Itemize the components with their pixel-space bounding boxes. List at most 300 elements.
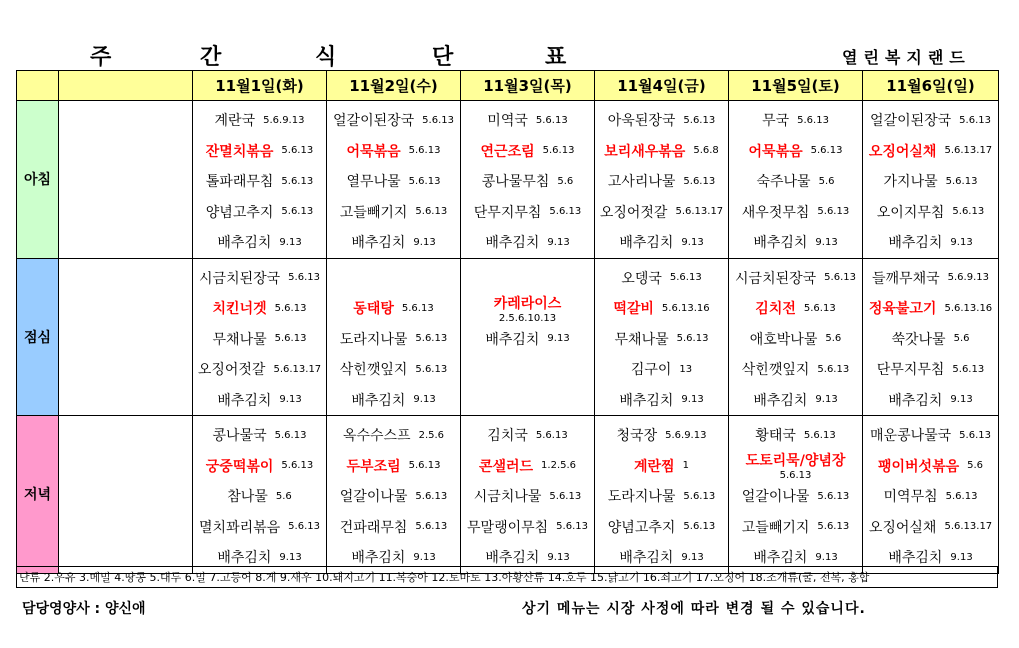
- dish-name: 연근조림: [480, 143, 535, 160]
- dish-name: 오징어젓갈: [599, 204, 668, 221]
- allergen-codes: 5.6.13: [415, 206, 448, 218]
- dish-name: 두부조림: [346, 458, 401, 475]
- dish-name: 김구이: [630, 362, 672, 379]
- dish-name: 멸치꽈리볶음: [199, 519, 281, 536]
- allergen-codes: 9.13: [547, 236, 570, 248]
- dish-name: 배추김치: [217, 392, 272, 409]
- allergen-codes: 5.6: [953, 333, 970, 345]
- day-header: 11월4일(금): [595, 71, 729, 101]
- dish-name: 단무지무침: [876, 362, 945, 379]
- dish-name: 잔멸치볶음: [205, 143, 274, 160]
- dish-name: 배추김치: [217, 235, 272, 252]
- allergen-codes: 5.6.13: [422, 114, 454, 126]
- menu-item: [327, 263, 460, 294]
- dish-name: 콩나물국: [212, 428, 267, 445]
- allergen-codes: 5.6.13: [669, 272, 702, 284]
- dish-name: 배추김치: [485, 235, 540, 252]
- allergen-codes: 5.6.13.16: [661, 302, 710, 314]
- dish-name: 계란국: [214, 113, 256, 130]
- dish-name: 배추김치: [753, 392, 808, 409]
- allergen-codes: 9.13: [413, 394, 436, 406]
- blank-cell: [59, 416, 193, 574]
- allergen-codes: 5.6.13: [952, 363, 985, 375]
- menu-item: [327, 354, 460, 385]
- allergen-codes: 5.6.13: [556, 521, 588, 533]
- menu-item: [193, 263, 326, 294]
- allergen-codes: 5.6.9.13: [263, 114, 305, 126]
- meal-row-dinner: [17, 416, 999, 574]
- dish-name: 배추김치: [619, 392, 674, 409]
- allergen-codes: 5.6.13.17: [944, 145, 993, 157]
- meal-label: 아침: [17, 101, 59, 259]
- menu-item: [327, 512, 460, 543]
- allergen-codes: 5.6.13: [959, 114, 991, 126]
- dish-name: 도라지나물: [607, 489, 676, 506]
- dish-name: 오징어실채: [868, 519, 937, 536]
- meal-row-lunch: [17, 258, 999, 416]
- allergen-codes: 5.6.13: [683, 490, 716, 502]
- day-header: 11월2일(수): [327, 71, 461, 101]
- dish-name: 톨파래무침: [205, 174, 274, 191]
- menu-item: [193, 420, 326, 451]
- dish-name: 도토리묵/양념장: [745, 453, 846, 470]
- dish-name: 얼갈이된장국: [333, 113, 415, 130]
- menu-item: [729, 420, 862, 451]
- dish-name: 건파래무침: [339, 519, 408, 536]
- menu-item: [327, 227, 460, 258]
- allergen-codes: 9.13: [413, 236, 436, 248]
- allergen-codes: 5.6.13: [274, 333, 307, 345]
- menu-cell: [461, 416, 595, 574]
- dish-name: 미역무침: [883, 489, 938, 506]
- allergen-codes: 5.6.13: [281, 460, 314, 472]
- allergen-codes: 9.13: [681, 394, 704, 406]
- menu-item: [863, 136, 998, 167]
- dish-name: 배추김치: [619, 550, 674, 567]
- menu-item: [729, 166, 862, 197]
- menu-item: [863, 385, 998, 416]
- menu-item: [193, 481, 326, 512]
- dish-name: 배추김치: [351, 235, 406, 252]
- menu-item: [729, 263, 862, 294]
- menu-item: [193, 166, 326, 197]
- allergen-codes: 9.13: [547, 551, 570, 563]
- allergen-codes: 5.6.13.17: [944, 521, 993, 533]
- dish-name: 배추김치: [888, 550, 943, 567]
- dish-name: 들깨무채국: [872, 270, 940, 287]
- allergen-codes: 5.6.13: [281, 145, 314, 157]
- allergen-codes: 5.6: [825, 333, 842, 345]
- menu-item: [461, 385, 594, 416]
- menu-item: [729, 105, 862, 136]
- menu-item: [461, 263, 594, 294]
- menu-item-list: [729, 416, 862, 573]
- menu-item: [863, 293, 998, 324]
- menu-item: [461, 197, 594, 228]
- menu-item-list: [461, 259, 594, 416]
- allergen-codes: 5.6.13: [683, 521, 716, 533]
- title-char: 단: [432, 45, 454, 70]
- menu-item: [729, 481, 862, 512]
- menu-item: [193, 512, 326, 543]
- allergen-codes: 9.13: [681, 236, 704, 248]
- allergen-codes: 9.13: [681, 551, 704, 563]
- menu-item: [461, 227, 594, 258]
- allergen-codes: 9.13: [815, 551, 838, 563]
- dish-name: 매운콩나물국: [870, 428, 952, 445]
- menu-item: [461, 354, 594, 385]
- dish-name: 시금치된장국: [199, 270, 281, 287]
- allergen-codes: 5.6.13: [803, 429, 836, 441]
- allergen-codes: 5.6.13: [415, 521, 448, 533]
- menu-item-list: [863, 101, 998, 258]
- menu-item: [193, 324, 326, 355]
- menu-item: [863, 512, 998, 543]
- menu-item-list: [327, 101, 460, 258]
- menu-item: [729, 197, 862, 228]
- menu-item: [863, 324, 998, 355]
- allergen-codes: 5.6.13: [549, 490, 582, 502]
- allergen-codes: 5.6.13: [817, 490, 850, 502]
- menu-item: [461, 481, 594, 512]
- dish-name: 무말랭이무침: [467, 519, 549, 536]
- header-corner: [17, 71, 59, 101]
- menu-item: [193, 227, 326, 258]
- dish-name: 떡갈비: [613, 301, 654, 318]
- allergen-codes: 5.6.13: [542, 145, 575, 157]
- menu-item: [193, 136, 326, 167]
- menu-cell: [729, 101, 863, 259]
- menu-item: [863, 354, 998, 385]
- menu-cell: [327, 101, 461, 259]
- menu-item-list: [327, 259, 460, 416]
- menu-item: [595, 136, 728, 167]
- menu-item: [729, 324, 862, 355]
- allergen-codes: 5.6.13: [779, 470, 812, 481]
- dish-name: 배추김치: [753, 235, 808, 252]
- allergen-codes: 5.6.13: [408, 175, 441, 187]
- dish-name: 청국장: [616, 428, 658, 445]
- allergy-legend: 난류 2.우유 3.메밀 4.땅콩 5.대두 6.밀 7.고등어 8.게 9.새우 10.돼지고기 11.복숭아 12.토마토 13.아황산류 14.호두 15.닭고기 16.쇠고기 17.오징어 18.조개류(굴, 전복, 홍합: [16, 566, 998, 588]
- dish-name: 애호박나물: [749, 331, 818, 348]
- allergen-codes: 9.13: [950, 551, 973, 563]
- allergen-codes: 9.13: [279, 551, 302, 563]
- dish-name: 얼갈이나물: [339, 489, 408, 506]
- menu-item: [729, 451, 862, 482]
- menu-item: [729, 136, 862, 167]
- menu-cell: [461, 101, 595, 259]
- dish-name: 김치전: [755, 301, 796, 318]
- dish-name: 콩나물무침: [481, 174, 550, 191]
- allergen-codes: 5.6: [818, 175, 835, 187]
- allergen-codes: 2.5.6: [418, 429, 445, 441]
- menu-item-list: [729, 101, 862, 258]
- menu-item: [595, 197, 728, 228]
- dish-name: 동태탕: [353, 301, 394, 318]
- allergen-codes: 5.6.9.13: [665, 429, 707, 441]
- dish-name: 배추김치: [485, 331, 540, 348]
- allergen-codes: 5.6.13: [817, 363, 850, 375]
- menu-item: [193, 354, 326, 385]
- menu-item: [327, 420, 460, 451]
- allergen-codes: 5.6.13: [274, 429, 307, 441]
- dish-name: 가지나물: [883, 174, 938, 191]
- menu-cell: [193, 101, 327, 259]
- menu-item: [461, 451, 594, 482]
- meal-label: 점심: [17, 258, 59, 416]
- meal-label: 저녁: [17, 416, 59, 574]
- dish-name: 양념고추지: [205, 204, 274, 221]
- allergen-codes: 5.6.13.17: [273, 363, 322, 375]
- menu-cell: [863, 101, 999, 259]
- allergen-codes: 5.6.13: [281, 175, 314, 187]
- allergen-codes: 1.2.5.6: [541, 460, 577, 472]
- allergen-codes: 5.6.8: [693, 145, 719, 157]
- dish-name: 아욱된장국: [607, 113, 676, 130]
- dish-name: 배추김치: [753, 550, 808, 567]
- allergen-codes: 5.6.13: [415, 363, 448, 375]
- allergen-codes: 5.6.13: [288, 272, 320, 284]
- menu-cell: [729, 258, 863, 416]
- menu-item: [327, 451, 460, 482]
- dish-name: 새우젓무침: [741, 204, 810, 221]
- allergen-codes: 5.6.13: [817, 206, 850, 218]
- dietitian-name: 담당영양사 : 양신애: [22, 601, 146, 617]
- menu-body: [17, 101, 999, 574]
- allergen-codes: 2.5.6.10.13: [498, 312, 557, 324]
- allergen-codes: 9.13: [815, 394, 838, 406]
- menu-cell: [863, 416, 999, 574]
- menu-item: [327, 166, 460, 197]
- menu-item: [863, 197, 998, 228]
- menu-item: [595, 385, 728, 416]
- header-blank: [59, 71, 193, 101]
- dish-name: 양념고추지: [607, 519, 676, 536]
- dish-name: 얼갈이된장국: [870, 113, 952, 130]
- dish-name: 고사리나물: [607, 174, 676, 191]
- menu-cell: [595, 416, 729, 574]
- menu-cell: [595, 258, 729, 416]
- allergen-codes: 5.6.13: [408, 460, 441, 472]
- allergen-codes: 5.6.13: [945, 175, 978, 187]
- menu-item: [595, 512, 728, 543]
- dish-name: 어묵볶음: [748, 143, 803, 160]
- menu-item: [327, 136, 460, 167]
- allergen-codes: 5.6.13: [415, 490, 448, 502]
- allergen-codes: 5.6.13: [817, 521, 850, 533]
- dish-name: 오이지무침: [876, 204, 945, 221]
- allergen-codes: 5.6.13: [281, 206, 314, 218]
- menu-cell: [595, 101, 729, 259]
- menu-item: [863, 451, 998, 482]
- menu-item: [193, 293, 326, 324]
- dish-name: 시금치나물: [473, 489, 542, 506]
- allergen-codes: 9.13: [279, 394, 302, 406]
- day-header: 11월3일(목): [461, 71, 595, 101]
- dish-name: 배추김치: [351, 392, 406, 409]
- menu-item: [461, 293, 594, 324]
- allergen-codes: 5.6.13.17: [675, 206, 724, 218]
- menu-item: [863, 263, 998, 294]
- allergen-codes: 5.6: [967, 460, 984, 472]
- menu-item-list: [863, 416, 998, 573]
- dish-name: 배추김치: [351, 550, 406, 567]
- menu-item: [327, 293, 460, 324]
- dish-name: 삭힌깻잎지: [339, 362, 408, 379]
- menu-cell: [193, 258, 327, 416]
- dish-name: 궁중떡볶이: [205, 458, 274, 475]
- dish-name: 배추김치: [888, 392, 943, 409]
- menu-item: [729, 385, 862, 416]
- menu-item-list: [595, 416, 728, 573]
- brand-name: 열린복지랜드: [842, 48, 971, 67]
- dish-name: 보리새우볶음: [604, 143, 686, 160]
- menu-item: [595, 105, 728, 136]
- menu-cell: [327, 416, 461, 574]
- dish-name: 고들빼기지: [339, 204, 408, 221]
- menu-item: [327, 105, 460, 136]
- allergen-codes: 5.6.13: [676, 333, 709, 345]
- menu-item: [193, 451, 326, 482]
- menu-item-list: [193, 259, 326, 416]
- menu-item: [595, 481, 728, 512]
- menu-item: [461, 324, 594, 355]
- menu-item: [595, 227, 728, 258]
- menu-item-list: [327, 416, 460, 573]
- allergen-codes: 9.13: [950, 394, 973, 406]
- dish-name: 미역국: [487, 113, 528, 130]
- menu-item: [461, 136, 594, 167]
- menu-item-list: [595, 259, 728, 416]
- menu-item: [595, 263, 728, 294]
- menu-item: [863, 481, 998, 512]
- menu-item-list: [461, 101, 594, 258]
- title-char: 표: [545, 45, 567, 70]
- menu-item: [193, 105, 326, 136]
- menu-item-list: [461, 416, 594, 573]
- allergen-codes: 5.6.13: [683, 114, 716, 126]
- dish-name: 카레라이스: [493, 295, 562, 312]
- menu-item: [729, 293, 862, 324]
- menu-item: [327, 197, 460, 228]
- dish-name: 열무나물: [346, 174, 401, 191]
- allergen-codes: 5.6.13: [401, 302, 434, 314]
- menu-table: [16, 70, 999, 574]
- day-header: 11월6일(일): [863, 71, 999, 101]
- menu-item: [863, 166, 998, 197]
- allergen-codes: 5.6.13: [803, 302, 836, 314]
- dish-name: 계란찜: [634, 458, 675, 475]
- dish-name: 배추김치: [485, 550, 540, 567]
- menu-item-list: [729, 259, 862, 416]
- dish-name: 오뎅국: [621, 270, 662, 287]
- menu-item: [461, 512, 594, 543]
- menu-item: [193, 385, 326, 416]
- dish-name: 오징어젓갈: [197, 362, 266, 379]
- allergen-codes: 5.6.13: [683, 175, 716, 187]
- menu-item: [595, 324, 728, 355]
- dish-name: 얼갈이나물: [741, 489, 810, 506]
- menu-item: [461, 105, 594, 136]
- allergen-codes: 5.6.13: [415, 333, 448, 345]
- blank-cell: [59, 258, 193, 416]
- menu-item: [461, 420, 594, 451]
- menu-item-list: [595, 101, 728, 258]
- menu-item: [327, 481, 460, 512]
- menu-item-list: [863, 259, 998, 416]
- menu-item: [327, 324, 460, 355]
- menu-item: [595, 451, 728, 482]
- menu-cell: [327, 258, 461, 416]
- menu-item-list: [193, 101, 326, 258]
- dish-name: 시금치된장국: [735, 270, 817, 287]
- dish-name: 팽이버섯볶음: [877, 458, 960, 475]
- dish-name: 참나물: [227, 489, 268, 506]
- menu-cell: [729, 416, 863, 574]
- allergen-codes: 5.6.13: [408, 145, 441, 157]
- title-char: 간: [200, 45, 222, 70]
- menu-item: [595, 420, 728, 451]
- allergen-codes: 5.6.13: [549, 206, 582, 218]
- dish-name: 무국: [762, 113, 790, 130]
- dish-name: 오징어실채: [868, 143, 937, 160]
- dish-name: 단무지무침: [473, 204, 542, 221]
- dish-name: 쑥갓나물: [891, 331, 946, 348]
- dish-name: 무채나물: [212, 331, 267, 348]
- menu-item: [595, 166, 728, 197]
- title-char: 주: [90, 45, 112, 70]
- allergen-codes: 5.6.13: [810, 145, 843, 157]
- allergen-codes: 5.6.9.13: [947, 272, 989, 284]
- menu-cell: [193, 416, 327, 574]
- dish-name: 정육불고기: [868, 301, 937, 318]
- day-header: 11월1일(화): [193, 71, 327, 101]
- dish-name: 무채나물: [614, 331, 669, 348]
- menu-item: [729, 354, 862, 385]
- dish-name: 배추김치: [217, 550, 272, 567]
- dish-name: 도라지나물: [339, 331, 408, 348]
- menu-item: [729, 227, 862, 258]
- dish-name: 옥수수스프: [342, 428, 411, 445]
- menu-item: [461, 166, 594, 197]
- menu-change-notice: 상기 메뉴는 시장 사정에 따라 변경 될 수 있습니다.: [522, 601, 866, 617]
- dish-name: 삭힌깻잎지: [741, 362, 810, 379]
- day-header: 11월5일(토): [729, 71, 863, 101]
- menu-item-list: [193, 416, 326, 573]
- allergen-codes: 5.6: [557, 175, 574, 187]
- dish-name: 김치국: [487, 428, 528, 445]
- allergen-codes: 9.13: [547, 333, 570, 345]
- menu-item: [327, 385, 460, 416]
- allergen-codes: 9.13: [279, 236, 302, 248]
- dish-name: 숙주나물: [756, 174, 811, 191]
- menu-item: [595, 354, 728, 385]
- menu-item: [863, 105, 998, 136]
- allergen-codes: 9.13: [815, 236, 838, 248]
- meal-row-breakfast: [17, 101, 999, 259]
- allergen-codes: 5.6.13: [288, 521, 320, 533]
- dish-name: 치킨너겟: [212, 301, 267, 318]
- header-row: [17, 71, 999, 101]
- dish-name: 황태국: [755, 428, 796, 445]
- allergen-codes: 9.13: [950, 236, 973, 248]
- menu-item: [595, 293, 728, 324]
- menu-item: [863, 227, 998, 258]
- menu-item: [729, 512, 862, 543]
- allergen-codes: 5.6.13: [797, 114, 829, 126]
- dish-name: 고들빼기지: [741, 519, 810, 536]
- allergen-codes: 5.6.13.16: [944, 302, 993, 314]
